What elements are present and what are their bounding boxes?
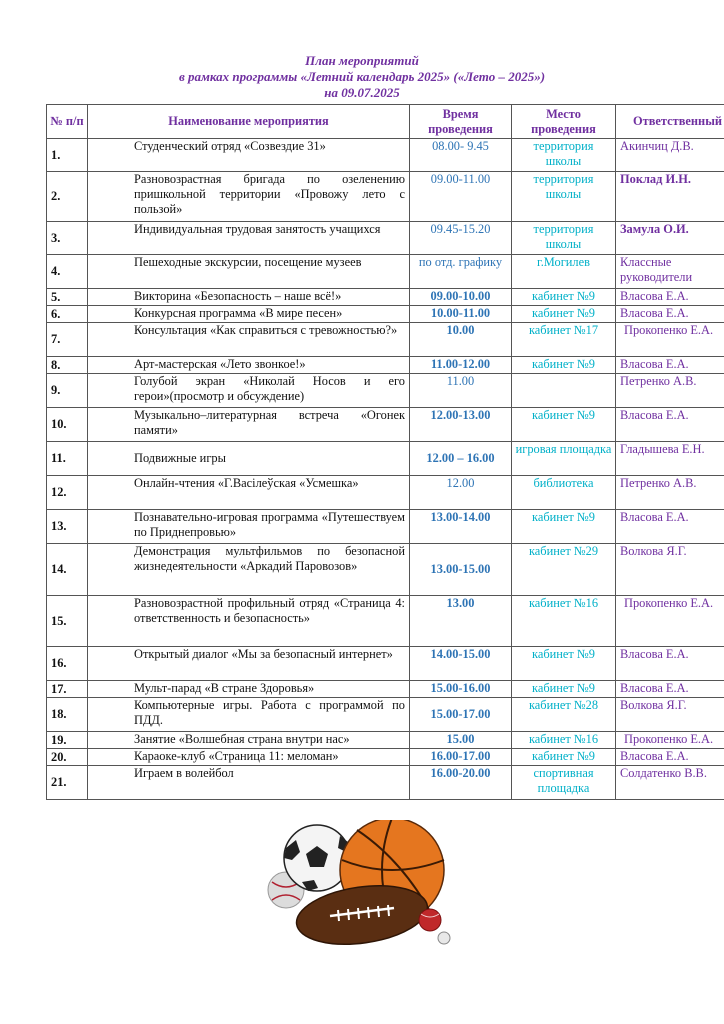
row-resp: Прокопенко Е.А. — [616, 732, 724, 749]
row-num: 15. — [47, 596, 88, 647]
row-place: кабинет №16 — [512, 596, 616, 647]
row-place: кабинет №9 — [512, 749, 616, 766]
row-time: 10.00 — [410, 323, 512, 357]
row-time: 12.00 – 16.00 — [410, 442, 512, 476]
row-place: библиотека — [512, 476, 616, 510]
table-row — [47, 408, 724, 442]
row-name: Конкурсная программа «В мире песен» — [88, 306, 410, 323]
row-time: 16.00-17.00 — [410, 749, 512, 766]
row-resp: Власова Е.А. — [616, 749, 724, 766]
row-name: Мульт-парад «В стране Здоровья» — [88, 681, 410, 698]
table-row — [47, 476, 724, 510]
row-place: кабинет №9 — [512, 647, 616, 681]
row-name: Демонстрация мультфильмов по безопасной жизнедеятельности «Аркадий Паровозов» — [88, 544, 410, 596]
row-time: 14.00-15.00 — [410, 647, 512, 681]
row-num: 5. — [47, 289, 88, 306]
row-name: Пешеходные экскурсии, посещение музеев — [88, 255, 410, 289]
row-time: 13.00-15.00 — [410, 544, 512, 596]
row-resp: Власова Е.А. — [616, 647, 724, 681]
row-num: 3. — [47, 222, 88, 255]
row-name: Занятие «Волшебная страна внутри нас» — [88, 732, 410, 749]
row-num: 4. — [47, 255, 88, 289]
row-resp: Власова Е.А. — [616, 408, 724, 442]
row-place: кабинет №9 — [512, 408, 616, 442]
row-place: кабинет №9 — [512, 510, 616, 544]
row-num: 16. — [47, 647, 88, 681]
row-time: 15.00-17.00 — [410, 698, 512, 732]
row-place: территория школы — [512, 172, 616, 222]
row-resp: Власова Е.А. — [616, 510, 724, 544]
row-time: 11.00 — [410, 374, 512, 408]
events-table — [46, 104, 724, 800]
row-place: спортивная площадка — [512, 766, 616, 800]
row-name: Индивидуальная трудовая занятость учащихся — [88, 222, 410, 255]
row-resp: Гладышева Е.Н. — [616, 442, 724, 476]
row-resp: Петренко А.В. — [616, 476, 724, 510]
row-time: 10.00-11.00 — [410, 306, 512, 323]
row-place: игровая площадка — [512, 442, 616, 476]
row-resp: Солдатенко В.В. — [616, 766, 724, 800]
row-time: 09.45-15.20 — [410, 222, 512, 255]
row-name: Открытый диалог «Мы за безопасный интернет» — [88, 647, 410, 681]
row-name: Голубой экран «Николай Носов и его герои»(просмотр и обсуждение) — [88, 374, 410, 408]
table-row — [47, 374, 724, 408]
row-resp: Классные руководители — [616, 255, 724, 289]
title-line-3: на 09.07.2025 — [324, 85, 400, 100]
row-name: Играем в волейбол — [88, 766, 410, 800]
row-place: территория школы — [512, 222, 616, 255]
table-row — [47, 222, 724, 255]
title-line-2: в рамках программы «Летний календарь 2025» («Лето – 2025») — [178, 69, 546, 84]
row-num: 19. — [47, 732, 88, 749]
header-resp: Ответственный — [616, 105, 724, 139]
row-time: 16.00-20.00 — [410, 766, 512, 800]
table-row — [47, 289, 724, 306]
row-place — [512, 374, 616, 408]
row-resp: Волкова Я.Г. — [616, 698, 724, 732]
table-row — [47, 749, 724, 766]
row-name: Разновозрастная бригада по озеленению пришкольной территории «Провожу лето с пользой» — [88, 172, 410, 222]
row-num: 18. — [47, 698, 88, 732]
header-num: № п/п — [47, 105, 88, 139]
row-num: 9. — [47, 374, 88, 408]
row-place: г.Могилев — [512, 255, 616, 289]
row-place: кабинет №28 — [512, 698, 616, 732]
row-place: кабинет №9 — [512, 681, 616, 698]
row-resp: Власова Е.А. — [616, 289, 724, 306]
row-name: Консультация «Как справиться с тревожностью?» — [88, 323, 410, 357]
row-time: 15.00-16.00 — [410, 681, 512, 698]
row-name: Подвижные игры — [88, 442, 410, 476]
row-name: Компьютерные игры. Работа с программой по ПДД. — [88, 698, 410, 732]
row-time: 08.00- 9.45 — [410, 139, 512, 172]
row-place: кабинет №29 — [512, 544, 616, 596]
table-row — [47, 306, 724, 323]
table-row — [47, 681, 724, 698]
row-num: 10. — [47, 408, 88, 442]
header-name: Наименование мероприятия — [88, 105, 410, 139]
row-num: 1. — [47, 139, 88, 172]
row-time: по отд. графику — [410, 255, 512, 289]
row-name: Викторина «Безопасность – наше всё!» — [88, 289, 410, 306]
row-resp: Волкова Я.Г. — [616, 544, 724, 596]
row-num: 20. — [47, 749, 88, 766]
table-row — [47, 357, 724, 374]
row-num: 8. — [47, 357, 88, 374]
row-num: 11. — [47, 442, 88, 476]
row-name: Онлайн-чтения «Г.Васілеўская «Усмешка» — [88, 476, 410, 510]
table-row — [47, 596, 724, 647]
table-header-row — [47, 105, 724, 139]
row-num: 12. — [47, 476, 88, 510]
row-time: 12.00-13.00 — [410, 408, 512, 442]
table-row — [47, 442, 724, 476]
row-num: 14. — [47, 544, 88, 596]
row-num: 2. — [47, 172, 88, 222]
table-row — [47, 139, 724, 172]
row-time: 11.00-12.00 — [410, 357, 512, 374]
table-row — [47, 510, 724, 544]
row-name: Познавательно-игровая программа «Путешествуем по Приднепровью» — [88, 510, 410, 544]
row-resp: Власова Е.А. — [616, 306, 724, 323]
table-row — [47, 255, 724, 289]
row-time: 15.00 — [410, 732, 512, 749]
row-name: Студенческий отряд «Созвездие 31» — [88, 139, 410, 172]
row-name: Арт-мастерская «Лето звонкое!» — [88, 357, 410, 374]
row-time: 09.00-10.00 — [410, 289, 512, 306]
row-time: 13.00 — [410, 596, 512, 647]
row-resp: Поклад И.Н. — [616, 172, 724, 222]
header-time: Время проведения — [410, 105, 512, 139]
table-row — [47, 172, 724, 222]
row-resp: Прокопенко Е.А. — [616, 596, 724, 647]
row-resp: Прокопенко Е.А. — [616, 323, 724, 357]
row-place: кабинет №16 — [512, 732, 616, 749]
row-time: 12.00 — [410, 476, 512, 510]
title-line-1: План мероприятий — [305, 53, 419, 68]
row-num: 6. — [47, 306, 88, 323]
row-num: 21. — [47, 766, 88, 800]
row-resp: Замула О.И. — [616, 222, 724, 255]
row-resp: Власова Е.А. — [616, 681, 724, 698]
table-row — [47, 544, 724, 596]
row-resp: Власова Е.А. — [616, 357, 724, 374]
row-place: кабинет №9 — [512, 306, 616, 323]
row-resp: Акинчиц Д.В. — [616, 139, 724, 172]
page-title — [0, 53, 724, 101]
row-place: кабинет №17 — [512, 323, 616, 357]
row-time: 13.00-14.00 — [410, 510, 512, 544]
table-row — [47, 323, 724, 357]
table-row — [47, 732, 724, 749]
row-name: Разновозрастной профильный отряд «Страница 4: ответственность и безопасность» — [88, 596, 410, 647]
row-name: Караоке-клуб «Страница 11: меломан» — [88, 749, 410, 766]
row-num: 7. — [47, 323, 88, 357]
table-row — [47, 766, 724, 800]
row-place: кабинет №9 — [512, 289, 616, 306]
row-num: 17. — [47, 681, 88, 698]
table-row — [47, 647, 724, 681]
row-place: территория школы — [512, 139, 616, 172]
row-time: 09.00-11.00 — [410, 172, 512, 222]
header-place: Место проведения — [512, 105, 616, 139]
row-place: кабинет №9 — [512, 357, 616, 374]
table-row — [47, 698, 724, 732]
sports-balls-icon — [262, 820, 462, 950]
row-name: Музыкально–литературная встреча «Огонек памяти» — [88, 408, 410, 442]
row-num: 13. — [47, 510, 88, 544]
row-resp: Петренко А.В. — [616, 374, 724, 408]
